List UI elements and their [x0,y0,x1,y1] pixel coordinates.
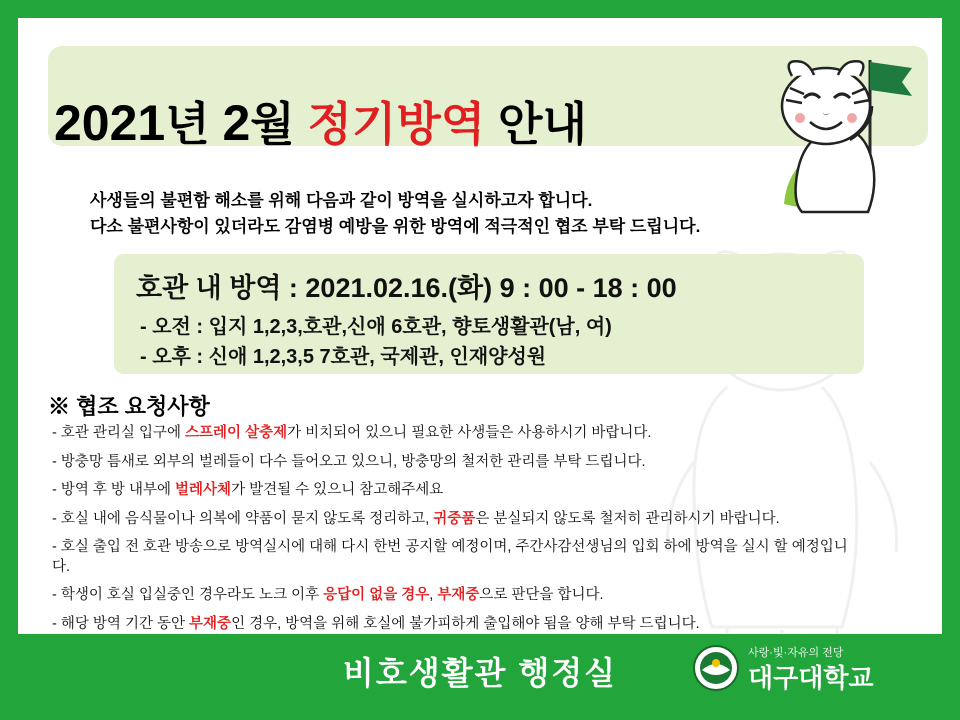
title-accent: 정기방역 [307,98,486,150]
footer-bar [18,634,942,702]
notice-text: - 해당 방역 기간 동안 [52,615,190,632]
notice-list [52,424,852,644]
notice-highlight: 귀중품 [433,510,476,527]
notice-text: - 방역 후 방 내부에 [52,482,176,499]
notice-item [52,615,852,635]
notice-item [52,453,852,473]
notice-text: 가 발견될 수 있으니 참고해주세요 [231,482,444,499]
page-title [54,88,754,154]
university-slogan: 사랑·빛·자유의 전당 [748,647,844,659]
intro-line-1: 사생들의 불편함 해소를 위해 다음과 같이 방역을 실시하고자 합니다. [90,191,593,210]
schedule-box [114,254,864,374]
title-tail: 안내 [498,98,587,150]
notice-highlight: 부재중 [189,615,232,632]
notice-text: - 호관 관리실 입구에 [52,425,185,441]
title-month-suffix: 월 [250,98,295,150]
notice-highlight: 벌레사체 [175,482,232,499]
notice-highlight: 부재중 [437,587,480,604]
title-year-suffix: 년 [165,98,210,150]
university-emblem-icon [692,644,740,692]
schedule-morning-line: - 오전 : 입지 1,2,3,호관,신애 6호관, 향토생활관(남, 여) [140,316,612,338]
notice-text: 인 경우, 방역을 위해 호실에 불가피하게 출입해야 됨을 양해 부탁 드립니다. [231,615,700,632]
notice-highlight: 스프레이 살충제 [185,425,288,441]
notice-text: - 방충망 틈새로 외부의 벌레들이 다수 들어오고 있으니, 방충망의 철저한 관리를 부탁 드립니다. [52,453,646,470]
notice-text: 으로 판단을 합니다. [479,587,604,604]
footer-office-name: 비호생활관 행정실 [342,655,618,691]
title-month: 2 [222,95,251,151]
schedule-main-line: 호관 내 방역 : 2021.02.16.(화) 9 : 00 - 18 : 00 [136,273,677,303]
intro-line-2: 다소 불편사항이 있더라도 감염병 예방을 위한 방역에 적극적인 협조 부탁 드립니다. [90,217,701,237]
title-year: 2021 [54,95,166,151]
notice-item [52,510,852,530]
notice-text: , [429,587,438,604]
notice-text: - 호실 출입 전 호관 방송으로 방역실시에 대해 다시 한번 공지할 예정이며, 주간사감선생님의 입회 하에 방역을 실시 [52,539,770,556]
notice-item [52,481,852,501]
notice-text: 할 예정입니다. [52,539,848,575]
notice-text: - 호실 내에 음식물이나 의복에 약품이 묻지 않도록 정리하고, [52,510,434,527]
university-logo [692,638,912,698]
notice-highlight: 응답이 없을 경우 [323,587,430,604]
schedule-afternoon-line: - 오후 : 신애 1,2,3,5 7호관, 국제관, 인재양성원 [140,346,547,368]
notice-item [52,586,852,606]
notice-text: 은 분실되지 않도록 철저히 관리하시기 바랍니다. [475,510,780,527]
notice-text: - 학생이 호실 입실중인 경우라도 노크 이후 [52,587,324,604]
notice-text: 가 비치되어 있으니 필요한 사생들은 사용하시기 바랍니다. [287,425,652,441]
university-name: 대구대학교 [748,663,874,693]
notice-heading: ※ 협조 요청사항 [48,394,210,419]
notice-item [52,538,852,577]
intro-text [90,188,880,241]
notice-item [52,424,852,444]
